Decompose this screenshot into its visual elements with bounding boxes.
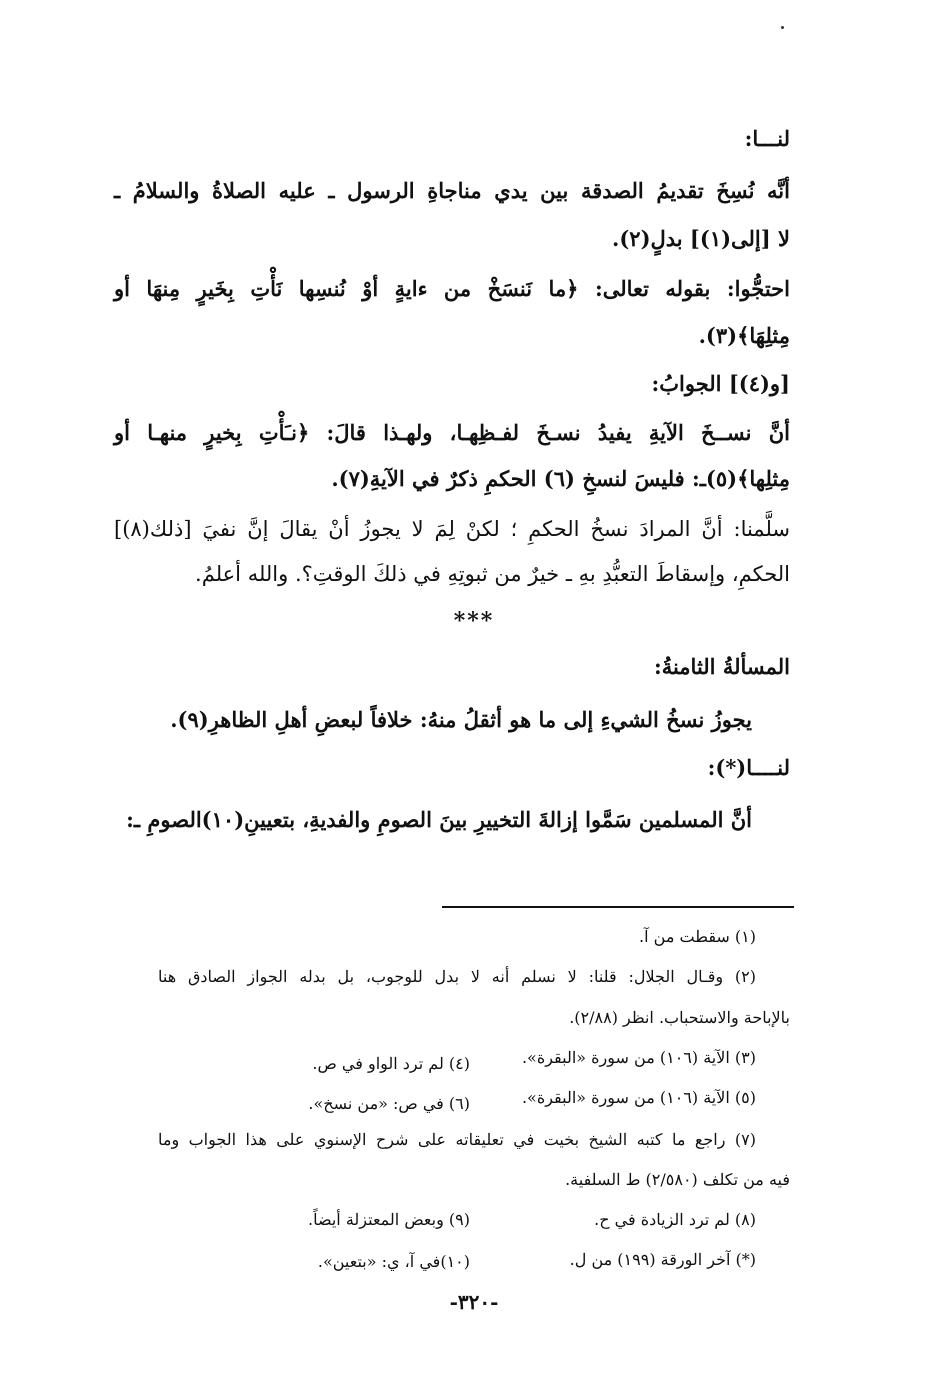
paragraph-line: سلَّمنا: أنَّ المرادَ نسخُ الحكمِ ؛ لكنْ لِمَ لا يجوزُ أنْ يقالَ إنَّ نفيَ [ذلك(٨)] <box>114 517 790 541</box>
paragraph-line: أنَّ المسلمين سَمَّوا إزالةَ التخييرِ بينَ الصومِ والفديةِ، بتعيينِ(١٠)الصومِ ـ: <box>126 807 752 832</box>
paragraph-line: مِثلِهَا﴾(٣). <box>698 323 790 348</box>
paragraph-line: أنَّ نســخَ الآيةِ يفيدُ نسـخَ لفـظِهـا، ولهـذا قالَ: ﴿نـَأْتِ بِخيرٍ منهـا أو <box>114 420 790 445</box>
footnote: (٩) وبعض المعتزلة أيضاً. <box>308 1210 470 1229</box>
footnote: (*) آخر الورقة (١٩٩) من ل. <box>569 1250 756 1269</box>
section-heading-answer: [و(٤)] الجوابُ: <box>651 371 790 396</box>
paragraph-line: الحكمِ، وإسقاطَ التعبُّدِ بهِ ـ خيرٌ من ثبوتِهِ في ذلكَ الوقتِ؟. والله أعلمُ. <box>195 562 790 586</box>
footnote: (٦) في ص: «من نسخ». <box>308 1094 470 1113</box>
footnote: (٢) وقـال الجلال: قلنا: لا نسلم أنه لا بدل للوجوب، بل بدله الجواز الصادق هنا <box>158 967 756 986</box>
section-separator: *** <box>453 608 495 634</box>
section-heading-lana: لنــــا(*): <box>707 755 790 780</box>
speck-mark <box>781 26 784 29</box>
section-heading-lana: لنـــا: <box>744 126 790 151</box>
paragraph-line: احتجُّوا: بقوله تعالى: ﴿ما نَنسَخْ من ءايةٍ أوْ نُنسِها نَأْتِ بِخَيرٍ مِنهَا أو <box>114 276 790 301</box>
paragraph-line: أنَّه نُسِخَ تقديمُ الصدقة بين يدي مناجاةِ الرسول ـ عليه الصلاةُ والسلامُ ـ <box>114 178 790 203</box>
footnote: (١٠)في آ، ي: «بتعين». <box>317 1252 470 1271</box>
page-number: -٣٢٠- <box>449 1290 499 1314</box>
footnote: (٧) راجع ما كتبه الشيخ بخيت في تعليقاته على شرح الإسنوي على هذا الجواب وما <box>158 1130 756 1149</box>
footnote: (١) سقطت من آ. <box>639 927 756 946</box>
paragraph-line: مِثلِها﴾(٥)ـ: فليسَ لنسخِ (٦) الحكمِ ذكرٌ في الآيةِ(٧). <box>331 466 790 491</box>
footnote-separator <box>442 906 794 908</box>
paragraph-line: لا [إلى(١)] بدلٍ(٢). <box>612 226 790 251</box>
footnote: بالإباحة والاستحباب. انظر (٢/٨٨). <box>569 1008 790 1027</box>
footnote: (٤) لم ترد الواو في ص. <box>312 1054 470 1073</box>
footnote: فيه من تكلف (٢/٥٨٠) ط السلفية. <box>565 1170 790 1189</box>
paragraph-line: يجوزُ نسخُ الشيءِ إلى ما هو أثقلُ منهُ: خلافاً لبعضِ أهلِ الظاهرِ(٩). <box>170 707 752 732</box>
footnote: (٥) الآية (١٠٦) من سورة «البقرة». <box>521 1088 756 1107</box>
footnote: (٨) لم ترد الزيادة في ح. <box>594 1210 756 1229</box>
section-heading-issue-eight: المسألةُ الثامنةُ: <box>653 654 790 679</box>
footnote: (٣) الآية (١٠٦) من سورة «البقرة». <box>521 1048 756 1067</box>
